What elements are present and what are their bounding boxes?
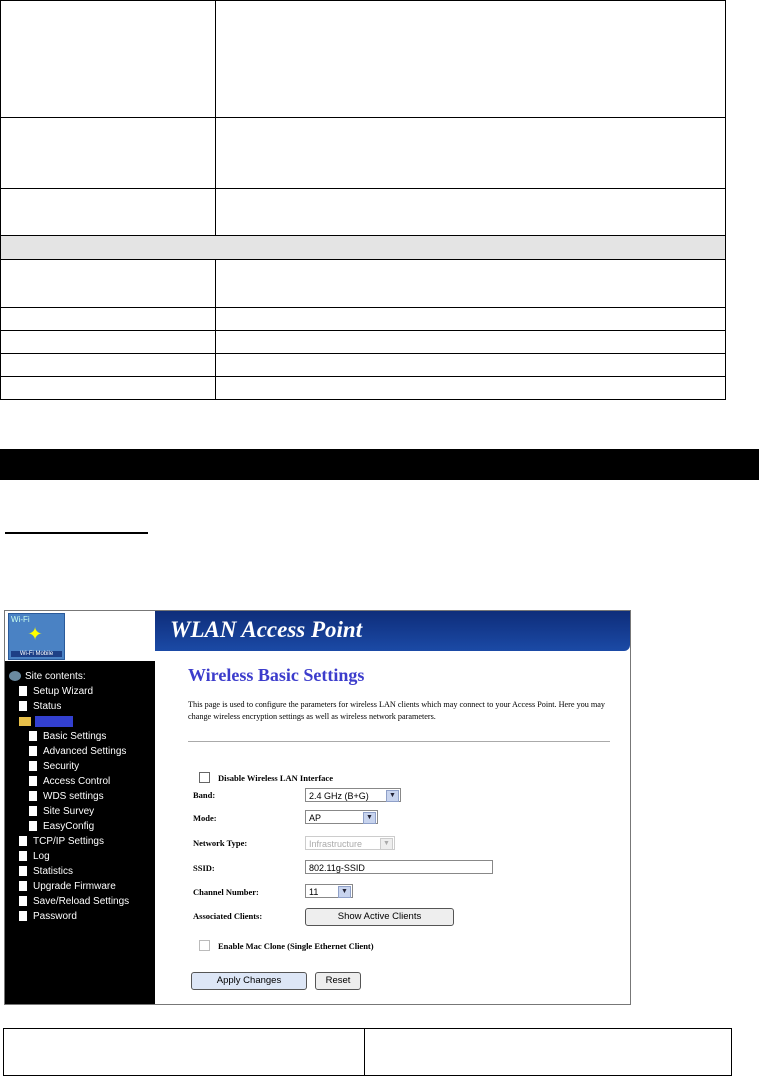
sidebar-item-label: EasyConfig [43,821,95,832]
doc-icon [29,746,37,756]
network-type-select[interactable] [305,836,395,850]
divider [188,741,610,742]
mac-clone-row [199,936,374,954]
subheading-underline [5,532,148,534]
sidebar-item[interactable] [5,744,155,759]
globe-icon [9,671,21,681]
doc-icon [19,866,27,876]
channel-select[interactable] [305,884,353,898]
sidebar-item[interactable] [5,894,155,909]
sidebar-item[interactable] [5,819,155,834]
wifi-logo-icon: ✦ [27,624,43,644]
associated-clients-label: Associated Clients: [193,911,263,921]
disable-wlan-checkbox[interactable] [199,772,210,783]
router-screenshot [4,610,631,1005]
doc-icon [19,701,27,711]
table-cell [365,1029,732,1076]
page-description: This page is used to configure the parameters for wireless LAN clients which may connect to your Access Point. Here you may change wireless encryption settings as well as wireless network parameters. [188,700,605,721]
table-cell [1,189,216,236]
table-cell [216,331,726,354]
sidebar-item[interactable] [5,849,155,864]
sidebar-item[interactable] [5,909,155,924]
top-table [0,0,726,400]
bottom-table [3,1028,732,1076]
folder-icon [19,717,31,726]
band-value: 2.4 GHz (B+G) [309,791,369,801]
doc-icon [29,776,37,786]
table-cell [216,189,726,236]
mode-label: Mode: [193,813,217,823]
sidebar-item-label: Save/Reload Settings [33,896,130,907]
sidebar-item-label: Security [43,761,80,772]
main-content [155,651,630,1004]
sidebar-item[interactable] [5,759,155,774]
mode-select[interactable] [305,810,378,824]
doc-icon [19,881,27,891]
sidebar-item[interactable] [5,789,155,804]
table-cell [216,1,726,118]
logo-text-bottom: Wi-Fi Mobile [11,651,62,657]
channel-value: 11 [309,887,319,897]
table-cell [1,1,216,118]
sidebar-item[interactable] [5,879,155,894]
section-heading-bar [0,449,759,480]
chevron-down-icon: ▼ [380,838,393,850]
sidebar-item[interactable] [5,864,155,879]
sidebar-item[interactable] [5,729,155,744]
table-cell [1,331,216,354]
show-active-clients-button[interactable]: Show Active Clients [305,908,454,926]
chevron-down-icon: ▼ [386,790,399,802]
mac-clone-label: Enable Mac Clone (Single Ethernet Client) [218,941,374,951]
table-cell [216,308,726,331]
sidebar-item-label: Setup Wizard [33,686,94,697]
sidebar-item[interactable] [5,774,155,789]
sidebar-item-label: Status [33,701,62,712]
sidebar-item[interactable] [5,684,155,699]
table-cell [1,260,216,308]
sidebar-item-label: Basic Settings [43,731,107,742]
sidebar-item-label: TCP/IP Settings [33,836,104,847]
mode-value: AP [309,813,322,823]
doc-icon [19,836,27,846]
table-section-row [1,236,726,260]
doc-icon [29,761,37,771]
table-cell [1,308,216,331]
page-title: Wireless Basic Settings [188,665,365,685]
doc-icon [29,731,37,741]
ssid-input[interactable] [305,860,493,874]
table-cell [1,377,216,400]
disable-wlan-label: Disable Wireless LAN Interface [218,773,333,783]
banner-title: WLAN Access Point [170,617,363,642]
ssid-value: 802.11g-SSID [309,863,365,873]
doc-icon [29,791,37,801]
doc-icon [19,896,27,906]
sidebar-nav [5,661,155,924]
channel-label: Channel Number: [193,887,259,897]
network-type-value: Infrastructure [309,839,363,849]
doc-icon [29,806,37,816]
sidebar-item[interactable] [5,669,155,684]
chevron-down-icon: ▼ [338,886,351,898]
doc-icon [19,911,27,921]
sidebar-item-label: Password [33,911,77,922]
band-label: Band: [193,790,216,800]
sidebar-item-label: Log [33,851,50,862]
sidebar-item[interactable] [5,804,155,819]
table-cell [216,260,726,308]
table-cell [1,118,216,189]
sidebar [5,661,155,1004]
sidebar-item[interactable] [5,834,155,849]
mac-clone-checkbox[interactable] [199,940,210,951]
doc-icon [29,821,37,831]
sidebar-item-label: Access Control [43,776,111,787]
network-type-label: Network Type: [193,838,248,848]
sidebar-item-label: WDS settings [43,791,104,802]
sidebar-item-label: Wireless [35,716,74,727]
sidebar-item-label: Site contents: [25,671,86,682]
table-cell [216,377,726,400]
reset-button[interactable]: Reset [315,972,361,990]
doc-icon [19,686,27,696]
table-cell [216,354,726,377]
disable-row [199,768,333,786]
table-cell [4,1029,365,1076]
sidebar-item[interactable] [5,699,155,714]
apply-changes-button[interactable]: Apply Changes [191,972,307,990]
sidebar-item-label: Advanced Settings [43,746,127,757]
sidebar-item-label: Upgrade Firmware [33,881,116,892]
logo-text-top: Wi-Fi [11,615,30,624]
table-cell [216,118,726,189]
band-select[interactable] [305,788,401,802]
doc-icon [19,851,27,861]
logo [8,613,65,660]
sidebar-item-label: Site Survey [43,806,95,817]
sidebar-item[interactable] [5,714,155,729]
ssid-label: SSID: [193,863,215,873]
sidebar-item-label: Statistics [33,866,74,877]
chevron-down-icon: ▼ [363,812,376,824]
table-cell [1,354,216,377]
